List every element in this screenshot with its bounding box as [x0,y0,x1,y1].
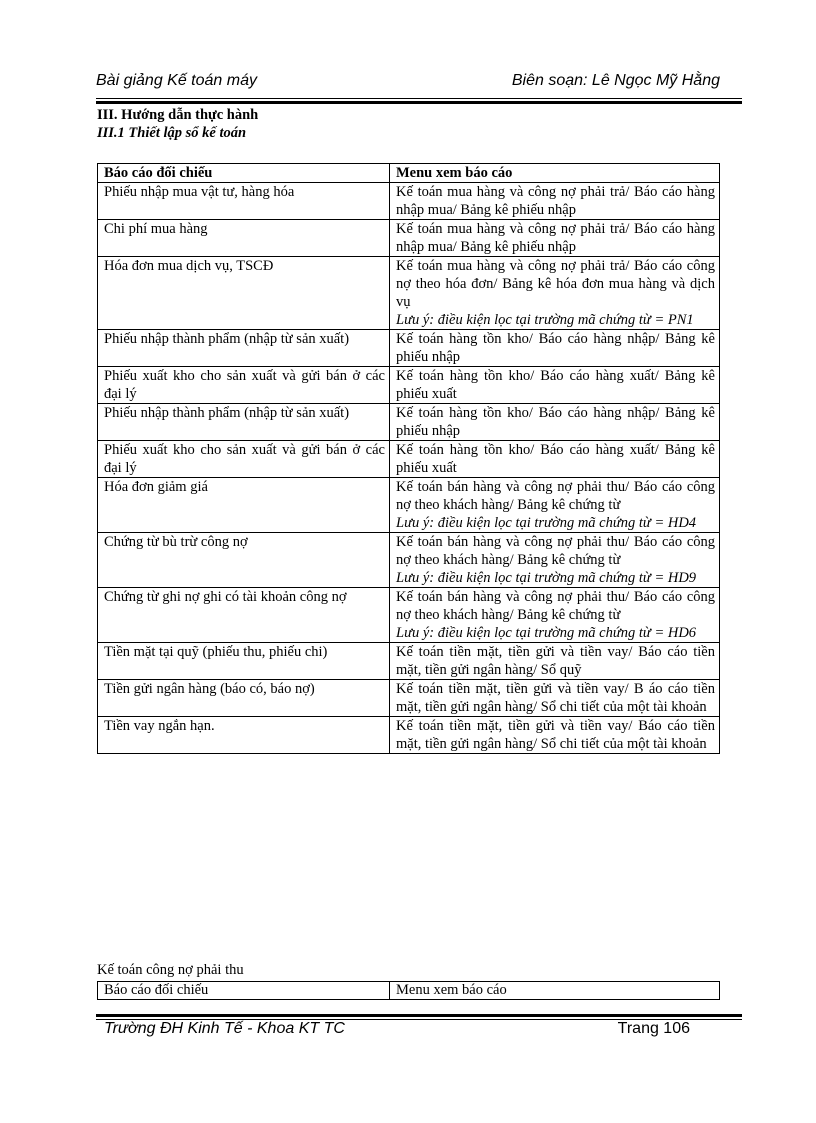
menu-cell [390,257,720,330]
menu-cell [390,183,720,220]
footer-rule-thick [96,1014,742,1017]
menu-cell [390,588,720,643]
report-cell: Phiếu nhập thành phẩm (nhập từ sản xuất) [98,404,390,441]
report-cell: Tiền gửi ngân hàng (báo có, báo nợ) [98,680,390,717]
table-row [98,404,720,441]
header-author: Biên soạn: Lê Ngọc Mỹ Hằng [511,72,720,89]
menu-cell [390,441,720,478]
table-row [98,220,720,257]
menu-cell [390,330,720,367]
menu-cell [390,533,720,588]
table-row [98,533,720,588]
table-header-row [98,982,720,1000]
menu-path: Kế toán tiền mặt, tiền gửi và tiền vay/ B áo cáo tiền mặt, tiền gửi ngân hàng/ Sổ chi tiết của một tài khoản [396,681,715,715]
section-subtitle: III.1 Thiết lập sổ kế toán [97,125,247,141]
report-cell: Chứng từ bù trừ công nợ [98,533,390,588]
menu-path: Kế toán mua hàng và công nợ phải trả/ Báo cáo hàng nhập mua/ Bảng kê phiếu nhập [396,221,715,255]
menu-path: Kế toán bán hàng và công nợ phải thu/ Báo cáo công nợ theo khách hàng/ Bảng kê chứng từ [396,534,715,568]
section-title: III. Hướng dẫn thực hành [97,107,259,123]
report-cell: Phiếu nhập mua vật tư, hàng hóa [98,183,390,220]
table-row [98,643,720,680]
report-cell: Hóa đơn giảm giá [98,478,390,533]
report-cell: Tiền mặt tại quỹ (phiếu thu, phiếu chi) [98,643,390,680]
menu-path: Kế toán hàng tồn kho/ Báo cáo hàng xuất/ Bảng kê phiếu xuất [396,368,715,402]
menu-path: Kế toán mua hàng và công nợ phải trả/ Báo cáo hàng nhập mua/ Bảng kê phiếu nhập [396,184,715,218]
page-number: Trang 106 [617,1020,690,1037]
menu-path: Kế toán bán hàng và công nợ phải thu/ Báo cáo công nợ theo khách hàng/ Bảng kê chứng từ [396,589,715,623]
table-row [98,367,720,404]
column-header-report: Báo cáo đối chiếu [98,982,390,1000]
report-cell: Chứng từ ghi nợ ghi có tài khoản công nợ [98,588,390,643]
menu-cell [390,643,720,680]
column-header-report: Báo cáo đối chiếu [98,164,390,183]
menu-cell [390,717,720,754]
receivables-caption: Kế toán công nợ phải thu [97,962,244,978]
report-cell: Chi phí mua hàng [98,220,390,257]
filter-note: Lưu ý: điều kiện lọc tại trường mã chứng từ = HD9 [396,570,697,586]
table-row [98,588,720,643]
column-header-menu: Menu xem báo cáo [390,982,720,1000]
report-cell: Hóa đơn mua dịch vụ, TSCĐ [98,257,390,330]
table-header-row [98,164,720,183]
table-row [98,330,720,367]
menu-path: Kế toán mua hàng và công nợ phải trả/ Báo cáo công nợ theo hóa đơn/ Bảng kê hóa đơn mua hàng và dịch vụ [396,258,715,310]
table-row [98,478,720,533]
menu-cell [390,404,720,441]
report-cell: Tiền vay ngắn hạn. [98,717,390,754]
menu-path: Kế toán bán hàng và công nợ phải thu/ Báo cáo công nợ theo khách hàng/ Bảng kê chứng từ [396,479,715,513]
filter-note: Lưu ý: điều kiện lọc tại trường mã chứng từ = HD4 [396,515,697,531]
menu-path: Kế toán tiền mặt, tiền gửi và tiền vay/ Báo cáo tiền mặt, tiền gửi ngân hàng/ Sổ chi tiết của một tài khoản [396,718,715,752]
header-rule-thick [96,101,742,104]
menu-cell [390,367,720,404]
filter-note: Lưu ý: điều kiện lọc tại trường mã chứng từ = HD6 [396,625,697,641]
table-row [98,183,720,220]
report-cell: Phiếu nhập thành phẩm (nhập từ sản xuất) [98,330,390,367]
header-course-title: Bài giảng Kế toán máy [96,72,257,89]
column-header-menu: Menu xem báo cáo [390,164,720,183]
menu-path: Kế toán hàng tồn kho/ Báo cáo hàng xuất/ Bảng kê phiếu xuất [396,442,715,476]
footer-school: Trường ĐH Kinh Tế - Khoa KT TC [104,1020,345,1037]
header-rule-thin [96,98,742,99]
menu-path: Kế toán tiền mặt, tiền gửi và tiền vay/ Báo cáo tiền mặt, tiền gửi ngân hàng/ Sổ quỹ [396,644,715,678]
report-cell: Phiếu xuất kho cho sản xuất và gửi bán ở các đại lý [98,367,390,404]
report-cell: Phiếu xuất kho cho sản xuất và gửi bán ở các đại lý [98,441,390,478]
table-row [98,441,720,478]
table-row [98,717,720,754]
receivables-table [97,981,720,1000]
table-row [98,257,720,330]
menu-path: Kế toán hàng tồn kho/ Báo cáo hàng nhập/ Bảng kê phiếu nhập [396,405,715,439]
page-header [96,72,720,94]
menu-cell [390,680,720,717]
filter-note: Lưu ý: điều kiện lọc tại trường mã chứng từ = PN1 [396,312,694,328]
menu-path: Kế toán hàng tồn kho/ Báo cáo hàng nhập/ Bảng kê phiếu nhập [396,331,715,365]
menu-cell [390,220,720,257]
report-mapping-table [97,163,720,754]
table-row [98,680,720,717]
menu-cell [390,478,720,533]
